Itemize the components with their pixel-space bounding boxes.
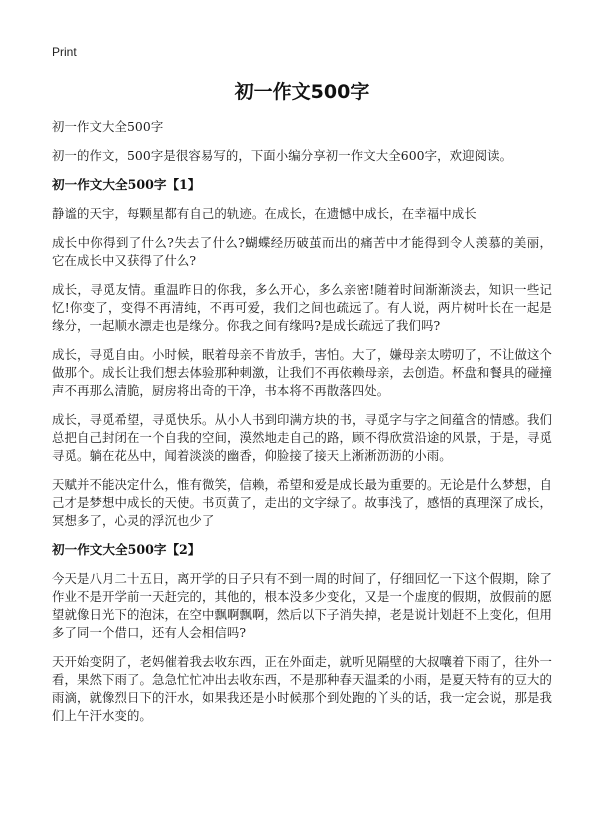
paragraph: 成长，寻觅友情。重温昨日的你我，多么开心，多么亲密!随着时间渐渐淡去，知识一些记忆!你变了，变得不再清纯，不再可爱，我们之间也疏远了。有人说，两片树叶长在一起是缘分，一起顺水漂走也是缘分。你我之间有缘吗?是成长疏远了我们吗? — [52, 282, 552, 333]
section-heading: 初一作文大全500字【2】 — [52, 542, 201, 557]
paragraph: 成长，寻觅自由。小时候，眠着母亲不肯放手，害怕。大了，嫌母亲太唠叨了，不让做这个做那个。成长让我们想去体验那种刺激，让我们不再依赖母亲，去创造。杯盘和餐具的碰撞声不再那么清脆，厨房将出奇的干净，书本将不再散落四处。 — [52, 347, 552, 398]
intro-paragraph: 初一的作文，500字是很容易写的，下面小编分享初一作文大全600字，欢迎阅读。 — [52, 148, 513, 163]
section-2 — [52, 541, 552, 725]
article-title: 初一作文500字 — [234, 81, 370, 103]
paragraph: 天赋并不能决定什么，惟有微笑，信赖，希望和爱是成长最为重要的。无论是什么梦想，自己才是梦想中成长的天使。书页黄了，走出的文字绿了。故事浅了，感悟的真理深了成长，冥想多了，心灵的浮沉也少了 — [52, 477, 552, 528]
article-subtitle: 初一作文大全500字 — [52, 119, 164, 134]
section-1 — [52, 176, 552, 530]
paragraph: 成长，寻觅希望，寻觅快乐。从小人书到印满方块的书，寻觅字与字之间蕴含的情感。我们总把自己封闭在一个自我的空间，漠然地走自己的路，顾不得欣赏沿途的风景，于是，寻觅寻觅。躺在花丛中，闻着淡淡的幽香，仰脸接了接天上淅淅沥沥的小雨。 — [52, 412, 552, 463]
paragraph: 今天是八月二十五日，离开学的日子只有不到一周的时间了，仔细回忆一下这个假期，除了作业不是开学前一天赶完的，其他的，根本没多少变化，又是一个虚度的假期，放假前的愿望就像日光下的泡沫，在空中飘啊飘啊，然后以下子消失掉，老是说计划赶不上变化，但用多了同一个借口，还有人会相信吗? — [52, 571, 552, 640]
print-link[interactable]: Print — [52, 45, 77, 59]
section-heading: 初一作文大全500字【1】 — [52, 177, 201, 192]
paragraph: 天开始变阴了，老妈催着我去收东西，正在外面走，就听见隔壁的大叔嚷着下雨了，往外一看，果然下雨了。急急忙忙冲出去收东西，不是那种春天温柔的小雨，是夏天特有的豆大的雨滴，就像烈日下的汗水，如果我还是小时候那个到处跑的丫头的话，我一定会说，那是我们上午汗水变的。 — [52, 654, 552, 723]
paragraph: 静谧的天宇，每颗星都有自己的轨迹。在成长，在遗憾中成长，在幸福中成长 — [52, 206, 477, 221]
paragraph: 成长中你得到了什么?失去了什么?蝴蝶经历破茧而出的痛苦中才能得到令人羡慕的美丽，它在成长中又获得了什么? — [52, 235, 552, 268]
